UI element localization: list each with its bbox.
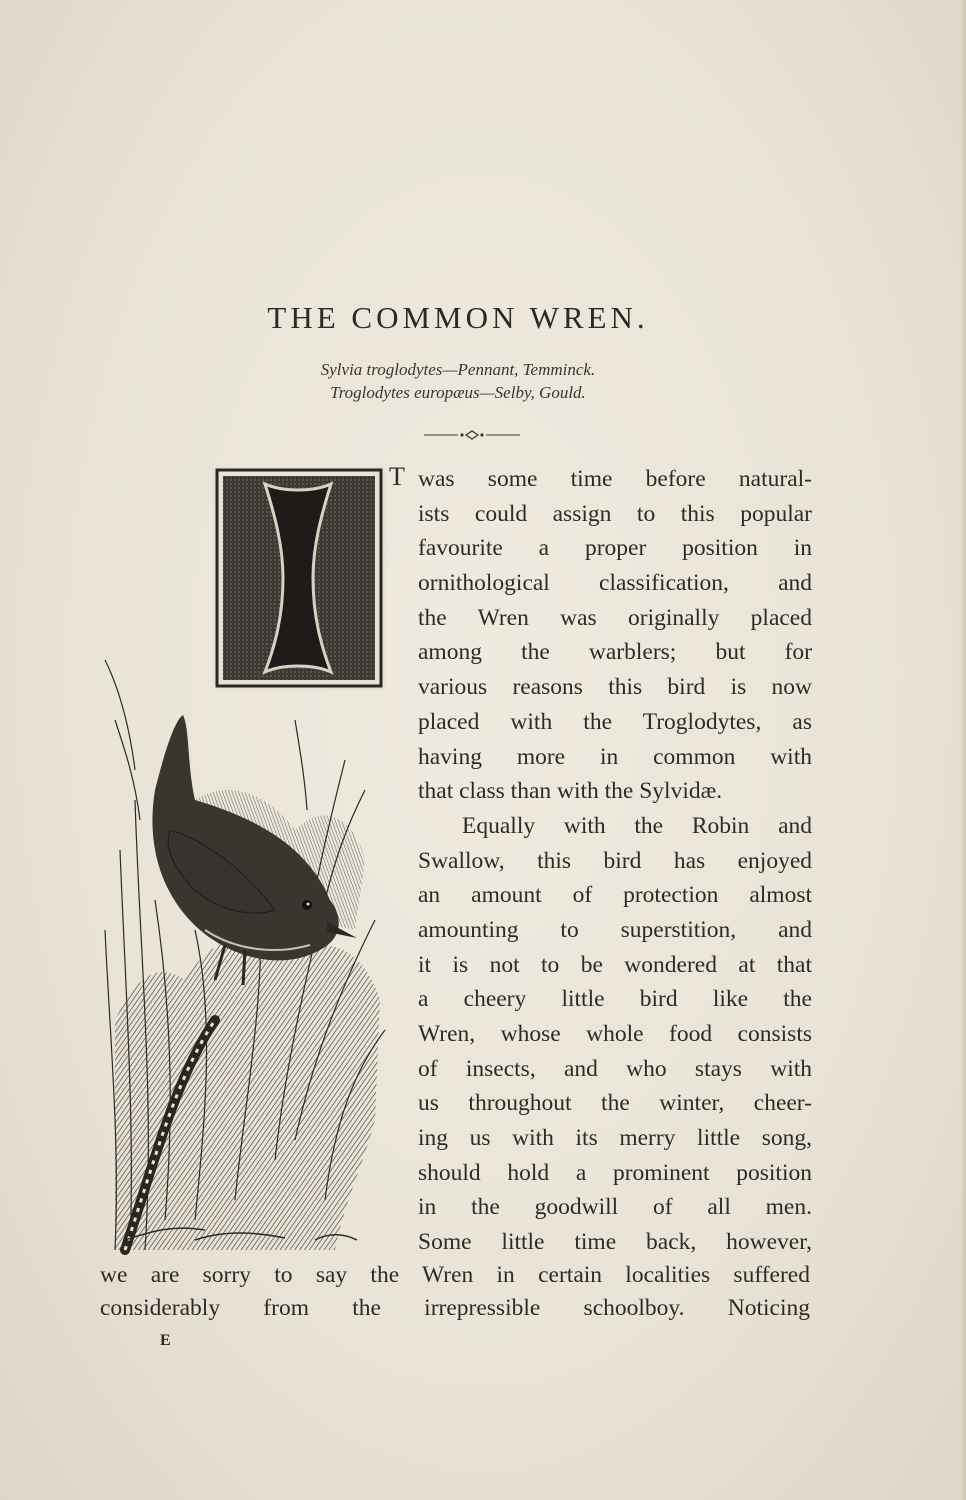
- text-line: that class than with the Sylvidæ.: [418, 778, 723, 805]
- divider-ornament: [424, 428, 520, 442]
- body-column: [418, 462, 812, 1260]
- synonyms-block: [0, 358, 916, 404]
- drop-cap-i: [213, 466, 385, 690]
- wren-illustration: [95, 600, 395, 1255]
- text-line: Swallow, this bird has enjoyed: [418, 847, 812, 874]
- text-line: ists could assign to this popular: [418, 500, 812, 527]
- synonym-line: Troglodytes europæus—Selby, Gould.: [330, 383, 586, 402]
- text-line: considerably from the irrepressible schoolboy. Noticing: [100, 1295, 810, 1321]
- text-line: a cheery little bird like the: [418, 986, 812, 1013]
- text-line: the Wren was originally placed: [418, 604, 812, 631]
- text-line: placed with the Troglodytes, as: [418, 708, 812, 735]
- text-line: of insects, and who stays with: [418, 1055, 812, 1082]
- text-line: an amount of protection almost: [418, 882, 812, 909]
- text-line: us throughout the winter, cheer-: [418, 1090, 812, 1117]
- page-title: THE COMMON WREN.: [267, 300, 649, 335]
- text-line: having more in common with: [418, 743, 812, 770]
- body-full-width: [100, 1259, 810, 1325]
- text-line: ornithological classification, and: [418, 570, 812, 597]
- text-line: in the goodwill of all men.: [418, 1194, 812, 1221]
- text-line: amounting to superstition, and: [418, 916, 812, 943]
- text-line: should hold a prominent position: [418, 1159, 812, 1186]
- text-line: was some time before natural-: [418, 466, 812, 492]
- signature-mark: E: [160, 1332, 171, 1349]
- text-line: Some little time back, however,: [418, 1229, 812, 1256]
- text-line: Wren, whose whole food consists: [418, 1021, 812, 1047]
- text-line: ing us with its merry little song,: [418, 1125, 812, 1152]
- text-line: favourite a proper position in: [418, 535, 812, 562]
- text-line: among the warblers; but for: [418, 639, 812, 666]
- text-line: we are sorry to say the Wren in certain localities suffered: [100, 1262, 810, 1288]
- text-line: various reasons this bird is now: [418, 674, 812, 701]
- synonym-line: Sylvia troglodytes—Pennant, Temminck.: [320, 360, 596, 379]
- text-line: Equally with the Robin and: [462, 812, 812, 839]
- drop-cap-continuation: T: [389, 462, 405, 491]
- text-line: it is not to be wondered at that: [418, 951, 812, 978]
